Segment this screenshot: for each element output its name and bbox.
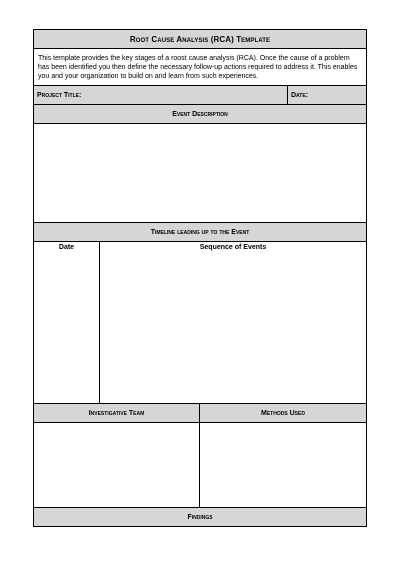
investigative-team-area[interactable] bbox=[34, 423, 200, 507]
investigative-team-label: Investigative Team bbox=[88, 409, 145, 417]
timeline-table bbox=[34, 242, 366, 404]
intro-section bbox=[34, 49, 366, 86]
timeline-date-column[interactable] bbox=[34, 242, 100, 403]
methods-used-header bbox=[200, 404, 366, 422]
intro-text: This template provides the key stages of a roost cause analysis (RCA). Once the cause of a problem has been identified you then define the necessary follow-up actions required to address it. This enables you and your organization to build on and learn from such experiences. bbox=[38, 55, 358, 80]
investigative-team-header bbox=[34, 404, 200, 422]
methods-used-area[interactable] bbox=[200, 423, 366, 507]
project-title-field[interactable] bbox=[34, 86, 288, 104]
event-description-label: Event Description bbox=[172, 110, 228, 118]
event-description-header bbox=[34, 105, 366, 124]
team-methods-header-row bbox=[34, 404, 366, 423]
project-info-row bbox=[34, 86, 366, 105]
findings-header bbox=[34, 508, 366, 527]
team-methods-body-row bbox=[34, 423, 366, 508]
methods-used-label: Methods Used bbox=[261, 409, 305, 417]
timeline-sequence-header: Sequence of Events bbox=[199, 244, 267, 251]
rca-form bbox=[33, 29, 367, 527]
event-description-area[interactable] bbox=[34, 124, 366, 223]
timeline-label: Timeline leading up to the Event bbox=[150, 228, 250, 236]
form-title: Root Cause Analysis (RCA) Template bbox=[129, 34, 271, 44]
date-field[interactable] bbox=[288, 86, 366, 104]
form-title-bar bbox=[34, 30, 366, 49]
timeline-sequence-column[interactable] bbox=[100, 242, 366, 403]
project-title-label: Project Title: bbox=[37, 92, 82, 99]
timeline-date-header: Date bbox=[58, 244, 75, 251]
findings-label: Findings bbox=[187, 513, 213, 521]
date-label: Date: bbox=[291, 92, 309, 99]
timeline-header bbox=[34, 223, 366, 242]
